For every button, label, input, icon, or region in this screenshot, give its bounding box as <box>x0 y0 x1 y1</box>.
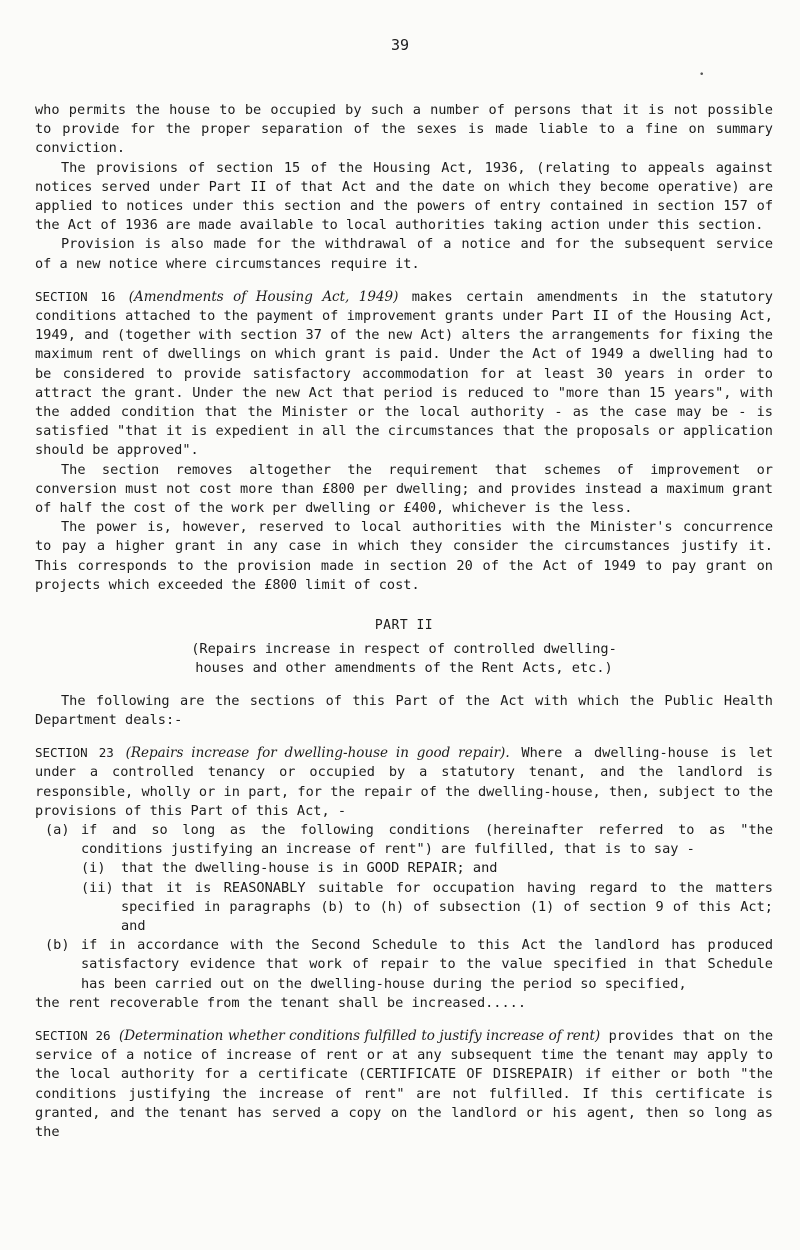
section-26-title: (Determination whether conditions fulfilled to justify increase of rent) <box>118 1027 601 1044</box>
section-16-text: makes certain amendments in the statutory conditions attached to the payment of improvement grants under Part II of the Housing Act, 1949, and (together with section 37 of the new Act) alters the arrangements for fixing the maximum rent of dwellings on which grant is paid. Under the Act of 1949 a dwelling had to be considered to provide satisfactory accommodation for at least 30 years in order to attract the grant. Under the new Act that period is reduced to "more than 15 years", with the added condition that the Minister or the local authority - as the case may be - is satisfied "that it is expedient in all the circumstances that the proposals or application should be approved". <box>35 288 773 459</box>
section-23-paragraph <box>35 743 773 821</box>
section-23-closing: the rent recoverable from the tenant shall be increased..... <box>35 994 527 1011</box>
section-16-title: (Amendments of Housing Act, 1949) <box>128 288 399 305</box>
clause-b-text: if in accordance with the Second Schedule to this Act the landlord has produced satisfactory evidence that work of repair to the value specified in that Schedule has been carried out on the dwelling-house during the period so specified, <box>81 937 773 992</box>
clause-ii <box>81 879 773 937</box>
clause-ii-label: (ii) <box>81 879 114 896</box>
part-subheading: (Repairs increase in respect of controlled dwelling-houses and other amendments of the Rent Acts, etc.) <box>191 641 617 677</box>
paragraph-withdrawal: Provision is also made for the withdrawal of a notice and for the subsequent service of a new notice where circumstances require it. <box>35 236 773 272</box>
clause-a-text: if and so long as the following conditions (hereinafter referred to as "the conditions justifying an increase of rent") are fulfilled, that is to say - <box>81 821 773 858</box>
section-26-paragraph <box>35 1026 773 1142</box>
intro-paragraph: The following are the sections of this Part of the Act with which the Public Health Department deals:- <box>35 692 773 728</box>
clause-i <box>81 859 773 878</box>
section-23-text: Where a dwelling-house is let under a controlled tenancy or occupied by a statutory tenant, and the landlord is responsible, wholly or in part, for the repair of the dwelling-house, then, subject to the provisions of this Part of this Act, - <box>35 745 774 819</box>
section-23-label: SECTION 23 <box>35 745 114 761</box>
section-26-label: SECTION 26 <box>35 1027 111 1043</box>
clause-b <box>45 936 773 994</box>
document-body <box>35 101 773 1142</box>
paragraph-costs: The section removes altogether the requirement that schemes of improvement or conversion must not cost more than £800 per dwelling; and provides instead a maximum grant of half the cost of the work per dwelling or £400, whichever is the less. <box>35 461 773 517</box>
paragraph-higher-grant: The power is, however, reserved to local authorities with the Minister's concurrence to pay a higher grant in any case in which they consider the circumstances justify it. This corresponds to the provision made in section 20 of the Act of 1949 to pay grant on projects which exceeded the £800 limit of cost. <box>35 519 773 593</box>
print-speck: • <box>699 70 705 80</box>
clause-i-label: (i) <box>81 860 106 877</box>
clause-a-label: (a) <box>45 821 70 838</box>
clause-b-label: (b) <box>45 937 70 954</box>
section-26-text: provides that on the service of a notice of increase of rent or at any subsequent time the tenant may apply to the local authority for a certificate (CERTIFICATE OF DISREPAIR) if either or both "the conditions justifying the increase of rent" are not fulfilled. If this certificate is granted, and the tenant has served a copy on the landlord or his agent, then so long as the <box>35 1027 773 1140</box>
section-16-paragraph <box>35 287 773 461</box>
clause-ii-text: that it is REASONABLY suitable for occupation having regard to the matters specified in paragraphs (b) to (h) of subsection (1) of section 9 of this Act; and <box>121 879 773 934</box>
paragraph-continuation: who permits the house to be occupied by such a number of persons that it is not possible to provide for the proper separation of the sexes is made liable to a fine on summary conviction. <box>35 102 773 157</box>
part-heading: PART II <box>374 618 434 634</box>
section-23-title: (Repairs increase for dwelling-house in good repair). <box>125 745 510 762</box>
clause-i-text: that the dwelling-house is in GOOD REPAIR; and <box>121 860 498 877</box>
section-16-label: SECTION 16 <box>35 288 116 304</box>
page-number: 39 <box>390 36 410 54</box>
paragraph-section-15: The provisions of section 15 of the Housing Act, 1936, (relating to appeals against notices served under Part II of that Act and the date on which they become operative) are applied to notices under this section and the powers of entry contained in section 157 of the Act of 1936 are made available to local authorities taking action under this section. <box>35 159 773 234</box>
clause-a <box>45 821 773 859</box>
